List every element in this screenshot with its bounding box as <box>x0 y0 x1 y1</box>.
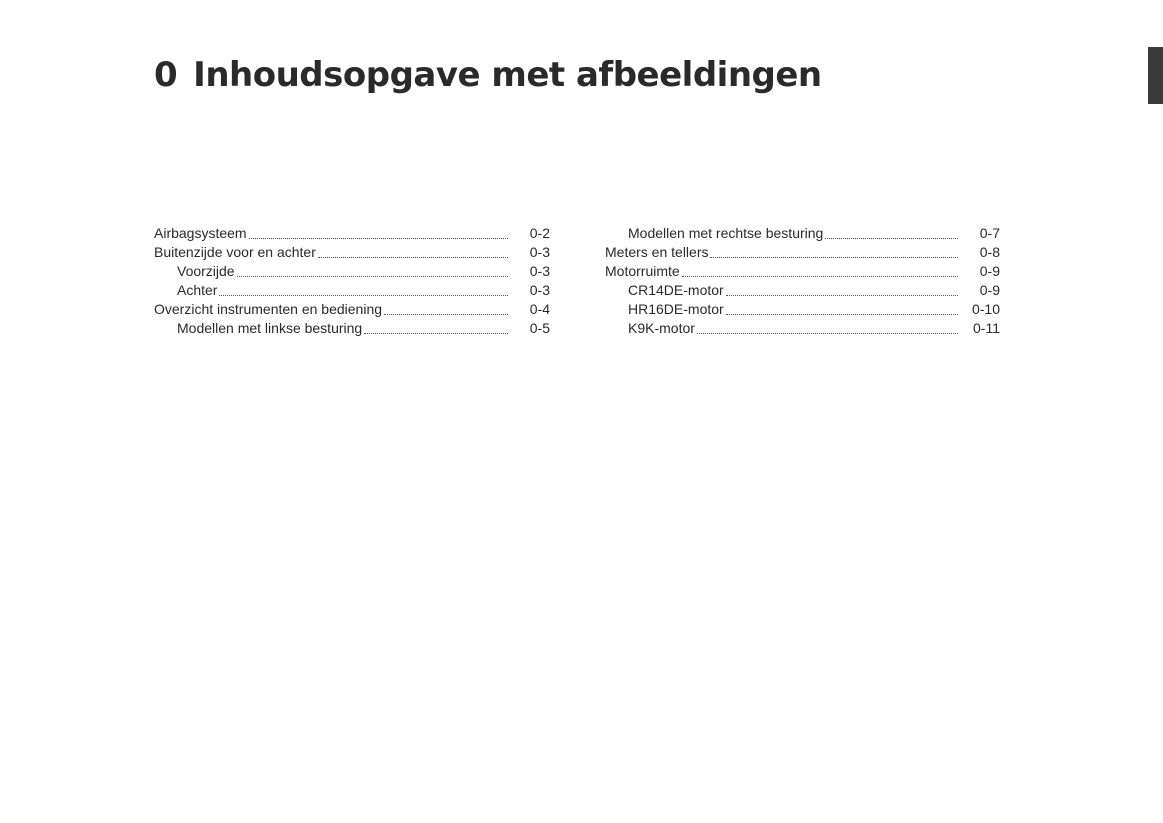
toc-entry-label: Airbagsysteem <box>154 225 247 241</box>
toc-entry-page: 0-3 <box>529 244 550 260</box>
toc-entry-buitenzijde[interactable] <box>154 243 550 262</box>
toc-leader-dots <box>364 333 508 334</box>
toc-leader-dots <box>249 238 508 239</box>
toc-entry-label: K9K-motor <box>628 320 695 336</box>
toc-entry-linkse-besturing[interactable] <box>154 319 550 338</box>
toc-leader-dots <box>697 333 958 334</box>
toc-entry-rechtse-besturing[interactable] <box>605 224 1000 243</box>
toc-entry-label: Modellen met linkse besturing <box>177 320 363 336</box>
toc-entry-meters-en-tellers[interactable] <box>605 243 1000 262</box>
toc-entry-page: 0-7 <box>979 225 1000 241</box>
toc-entry-label: Buitenzijde voor en achter <box>154 244 316 260</box>
toc-entry-label: Achter <box>177 282 218 298</box>
toc-entry-page: 0-11 <box>973 320 1000 336</box>
toc-leader-dots <box>710 257 958 258</box>
toc-entry-airbagsysteem[interactable] <box>154 224 550 243</box>
toc-leader-dots <box>825 238 958 239</box>
toc-entry-label: Voorzijde <box>177 263 235 279</box>
toc-entry-overzicht-instrumenten[interactable] <box>154 300 550 319</box>
toc-entry-achter[interactable] <box>154 281 550 300</box>
toc-entry-page: 0-9 <box>979 282 1000 298</box>
toc-entry-page: 0-3 <box>529 282 550 298</box>
toc-entry-page: 0-10 <box>971 301 1000 317</box>
toc-entry-label: Overzicht instrumenten en bediening <box>154 301 383 317</box>
toc-leader-dots <box>219 295 508 296</box>
toc-entry-page: 0-5 <box>529 320 550 336</box>
toc-leader-dots <box>384 314 508 315</box>
chapter-title: Inhoudsopgave met afbeeldingen <box>193 55 822 95</box>
toc-entry-hr16de-motor[interactable] <box>605 300 1000 319</box>
toc-leader-dots <box>318 257 508 258</box>
toc-entry-label: Motorruimte <box>605 263 680 279</box>
toc-entry-motorruimte[interactable] <box>605 262 1000 281</box>
toc-entry-label: Modellen met rechtse besturing <box>628 225 824 241</box>
toc-leader-dots <box>726 314 958 315</box>
toc-leader-dots <box>682 276 958 277</box>
toc-right-column <box>605 224 1000 338</box>
toc-entry-label: Meters en tellers <box>605 244 709 260</box>
toc-entry-page: 0-9 <box>979 263 1000 279</box>
toc-left-column <box>154 224 550 338</box>
toc-entry-page: 0-8 <box>979 244 1000 260</box>
page-title <box>154 55 822 95</box>
chapter-tab-marker <box>1148 47 1163 104</box>
toc-leader-dots <box>726 295 958 296</box>
toc-entry-voorzijde[interactable] <box>154 262 550 281</box>
toc-entry-cr14de-motor[interactable] <box>605 281 1000 300</box>
toc-entry-label: CR14DE-motor <box>628 282 724 298</box>
toc-leader-dots <box>237 276 508 277</box>
toc-entry-page: 0-2 <box>529 225 550 241</box>
toc-entry-page: 0-3 <box>529 263 550 279</box>
toc-entry-k9k-motor[interactable] <box>605 319 1000 338</box>
toc-entry-label: HR16DE-motor <box>628 301 724 317</box>
chapter-number: 0 <box>154 55 178 95</box>
toc-entry-page: 0-4 <box>529 301 550 317</box>
